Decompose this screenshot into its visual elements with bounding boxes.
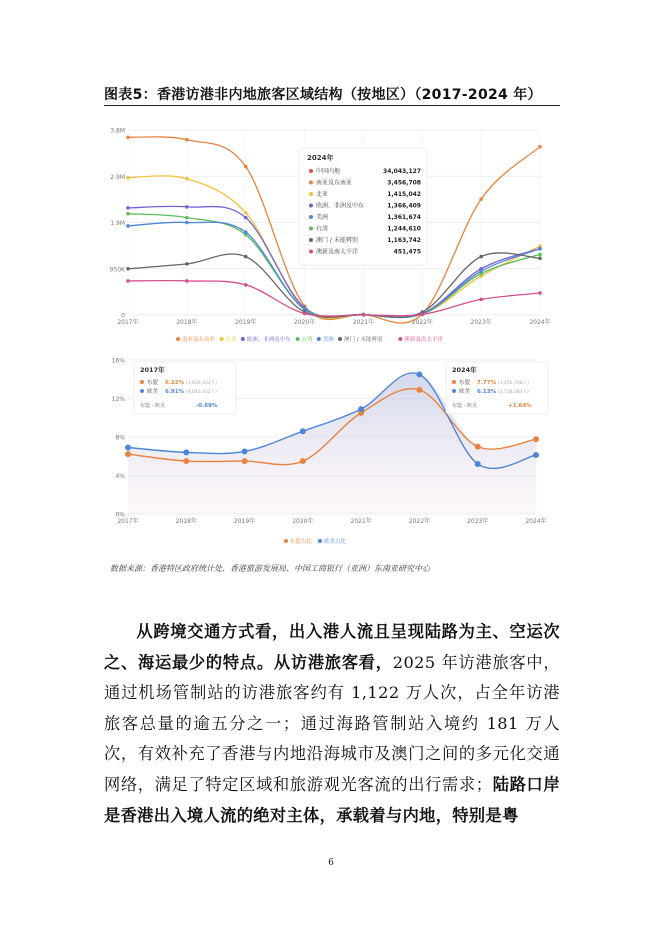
info-box-value: 6.13% xyxy=(477,389,497,395)
data-point xyxy=(479,298,483,302)
data-point xyxy=(416,387,422,393)
tooltip-label: 中国内地 xyxy=(316,168,341,175)
tooltip-marker xyxy=(309,227,313,231)
data-point xyxy=(358,406,364,412)
series-line xyxy=(128,281,540,316)
data-point xyxy=(244,211,248,215)
info-box-label: 欧美 xyxy=(459,389,471,395)
tooltip-label: 台湾 xyxy=(316,225,329,233)
tooltip-value: 1,415,042 xyxy=(387,191,421,198)
tooltip-marker xyxy=(309,238,313,242)
tooltip-value: 3,456,708 xyxy=(387,179,421,187)
legend-marker xyxy=(284,539,288,543)
x-tick-label: 2017年 xyxy=(117,319,139,326)
data-point xyxy=(420,313,424,317)
data-point xyxy=(244,283,248,287)
data-point xyxy=(125,451,131,457)
data-point xyxy=(125,444,131,450)
info-box-title: 2024年 xyxy=(452,366,477,374)
info-box-diff-value: -0.69% xyxy=(196,403,218,409)
tooltip-value: 34,043,127 xyxy=(383,168,421,175)
legend-label: 欧美占比 xyxy=(324,539,347,545)
y-tick-label: 8% xyxy=(115,434,125,442)
info-box-label: 东盟 xyxy=(147,380,159,386)
legend-label: 南亚及东南亚 xyxy=(182,337,216,343)
x-tick-label: 2019年 xyxy=(233,518,256,525)
figure-title-rule xyxy=(104,105,560,106)
data-point xyxy=(300,458,306,464)
paragraph-body: 2025 年访港旅客中，通过机场管制站的访港旅客约有 1,122 万人次，占全年访港旅客总量的逾五分之一；通过海路管制站入境约 181 万人次，有效补充了香港与内地沿海城市及澳门之间的多元化交通网络，满足了特定区域和旅游观光客流的出行需求； xyxy=(104,652,560,794)
info-box-detail: (3,456,708人) xyxy=(498,381,529,386)
x-tick-label: 2022年 xyxy=(411,319,433,326)
tooltip-label: 澳门 / 未能辨别 xyxy=(316,237,358,244)
paragraph-bold-lead: 从跨境交通方式看，出入港人流且呈现陆路为主、空运次之、海运最少的特点。从访港旅客看， xyxy=(104,622,560,672)
paragraph-bold-tail: 陆路口岸是香港出入境人流的绝对主体，承载着与内地，特别是粤 xyxy=(104,774,560,825)
info-box-2017 xyxy=(134,362,236,414)
data-point xyxy=(244,230,248,234)
legend-label: 东盟占比 xyxy=(290,539,313,545)
legend-marker xyxy=(296,337,300,341)
info-box-marker xyxy=(452,389,456,393)
tooltip-value: 1,244,610 xyxy=(387,225,421,233)
x-tick-label: 2018年 xyxy=(175,518,197,525)
tooltip-label: 澳新及南太平洋 xyxy=(316,248,359,256)
y-tick-label: 4% xyxy=(115,473,125,480)
info-box-value: 6.91% xyxy=(165,389,185,395)
info-box-value: 6.22% xyxy=(165,380,185,386)
data-point xyxy=(479,269,483,273)
data-point xyxy=(183,458,189,464)
data-point xyxy=(185,138,189,142)
data-point xyxy=(185,279,189,283)
legend-marker xyxy=(398,337,402,341)
tooltip-value: 1,163,742 xyxy=(387,237,421,244)
x-tick-label: 2023年 xyxy=(470,319,492,326)
body-paragraph xyxy=(104,617,560,831)
data-point xyxy=(244,165,248,169)
data-point xyxy=(538,145,542,149)
info-box-label: 东盟 xyxy=(459,380,471,386)
data-point xyxy=(416,371,422,377)
info-box-diff-value: +1.64% xyxy=(508,403,532,409)
x-tick-label: 2018年 xyxy=(176,319,198,326)
tooltip-value: 1,366,409 xyxy=(387,202,421,210)
data-point xyxy=(242,458,248,464)
tooltip-marker xyxy=(309,250,313,254)
data-point xyxy=(244,216,248,220)
data-point xyxy=(126,206,130,210)
info-box-label: 欧美 xyxy=(147,389,159,395)
data-point xyxy=(475,461,481,467)
data-point xyxy=(538,257,542,261)
figure-title: 图表5：香港访港非内地旅客区域结构（按地区）（2017-2024 年） xyxy=(104,87,542,103)
legend-label: 台湾 xyxy=(301,337,313,343)
info-box-marker xyxy=(452,380,456,384)
data-point xyxy=(533,452,539,458)
tooltip-marker xyxy=(309,169,313,173)
data-point xyxy=(538,253,542,257)
data-point xyxy=(183,449,189,455)
x-tick-label: 2021年 xyxy=(350,518,372,525)
chart-legend xyxy=(176,335,443,343)
y-tick-label: 3.8M xyxy=(110,127,125,135)
tooltip-label: 南亚及东南亚 xyxy=(316,179,353,187)
x-tick-label: 2024年 xyxy=(525,518,547,525)
info-box-detail: (4,040,432人) xyxy=(186,390,217,395)
data-point xyxy=(538,291,542,295)
info-box-title: 2017年 xyxy=(140,366,165,374)
data-point xyxy=(479,197,483,201)
data-point xyxy=(126,176,130,180)
legend-marker xyxy=(220,337,224,341)
y-tick-label: 0 xyxy=(121,312,125,320)
y-tick-label: 950K xyxy=(109,266,125,274)
info-box-marker xyxy=(140,389,144,393)
y-tick-label: 12% xyxy=(111,396,125,403)
info-box-value: 7.77% xyxy=(477,380,497,386)
data-point xyxy=(303,312,307,316)
tooltip-title: 2024年 xyxy=(307,154,334,162)
tooltip-value: 451,475 xyxy=(393,248,421,256)
tooltip-value: 1,361,674 xyxy=(387,214,421,221)
y-tick-label: 1.9M xyxy=(110,220,125,227)
tooltip-marker xyxy=(309,192,313,196)
legend-label: 澳门 / 未能辨别 xyxy=(344,337,383,343)
source-note: 数据来源：香港特区政府统计处、香港旅游发展局、中国工商银行（亚洲）东南亚研究中心 xyxy=(110,564,430,573)
data-point xyxy=(185,205,189,209)
data-point xyxy=(185,221,189,225)
legend-marker xyxy=(338,337,342,341)
legend-marker xyxy=(317,337,321,341)
info-box-2024 xyxy=(446,362,548,414)
x-tick-label: 2020年 xyxy=(292,518,314,525)
legend-label: 北亚 xyxy=(225,337,237,343)
x-tick-label: 2019年 xyxy=(235,319,257,326)
x-tick-label: 2017年 xyxy=(117,518,139,525)
data-point xyxy=(300,428,306,434)
tooltip-label: 欧洲、非洲及中东 xyxy=(316,202,365,210)
legend-marker xyxy=(318,539,322,543)
info-box-diff-label: 东盟 - 欧美 xyxy=(452,403,477,409)
legend-marker xyxy=(241,337,245,341)
info-box-detail: (2,728,083人) xyxy=(498,390,529,395)
chart-share-comparison xyxy=(104,352,560,554)
data-point xyxy=(126,279,130,283)
data-point xyxy=(242,448,248,454)
info-box-diff-label: 东盟 - 欧美 xyxy=(140,403,165,409)
tooltip-label: 北亚 xyxy=(316,191,329,198)
data-point xyxy=(126,267,130,271)
data-point xyxy=(126,212,130,216)
chart-legend xyxy=(284,537,347,545)
data-point xyxy=(475,444,481,450)
data-point xyxy=(362,313,366,317)
legend-label: 欧洲、非洲及中东 xyxy=(246,337,291,343)
y-tick-label: 2.9M xyxy=(110,173,125,181)
data-point xyxy=(479,255,483,259)
y-tick-label: 0% xyxy=(115,511,125,519)
data-point xyxy=(244,255,248,259)
x-tick-label: 2023年 xyxy=(467,518,489,525)
legend-marker xyxy=(176,337,180,341)
x-tick-label: 2020年 xyxy=(293,319,316,326)
data-point xyxy=(533,436,539,442)
data-point xyxy=(185,177,189,181)
x-tick-label: 2022年 xyxy=(408,518,431,525)
legend-label: 美洲 xyxy=(322,337,334,343)
data-point xyxy=(185,216,189,220)
info-box-marker xyxy=(140,380,144,384)
chart-region-structure xyxy=(104,118,560,350)
tooltip-box xyxy=(299,148,427,265)
tooltip-label: 美洲 xyxy=(316,214,329,221)
tooltip-marker xyxy=(309,204,313,208)
data-point xyxy=(538,247,542,251)
x-tick-label: 2024年 xyxy=(529,319,551,326)
data-point xyxy=(185,262,189,266)
tooltip-marker xyxy=(309,181,313,185)
page-number: 6 xyxy=(328,858,334,868)
tooltip-marker xyxy=(309,215,313,219)
data-point xyxy=(126,136,130,140)
x-tick-label: 2021年 xyxy=(352,319,375,326)
y-tick-label: 16% xyxy=(111,357,125,365)
legend-label: 澳新及南太平洋 xyxy=(404,337,443,343)
data-point xyxy=(126,224,130,228)
info-box-detail: (3,639,433人) xyxy=(186,381,217,386)
